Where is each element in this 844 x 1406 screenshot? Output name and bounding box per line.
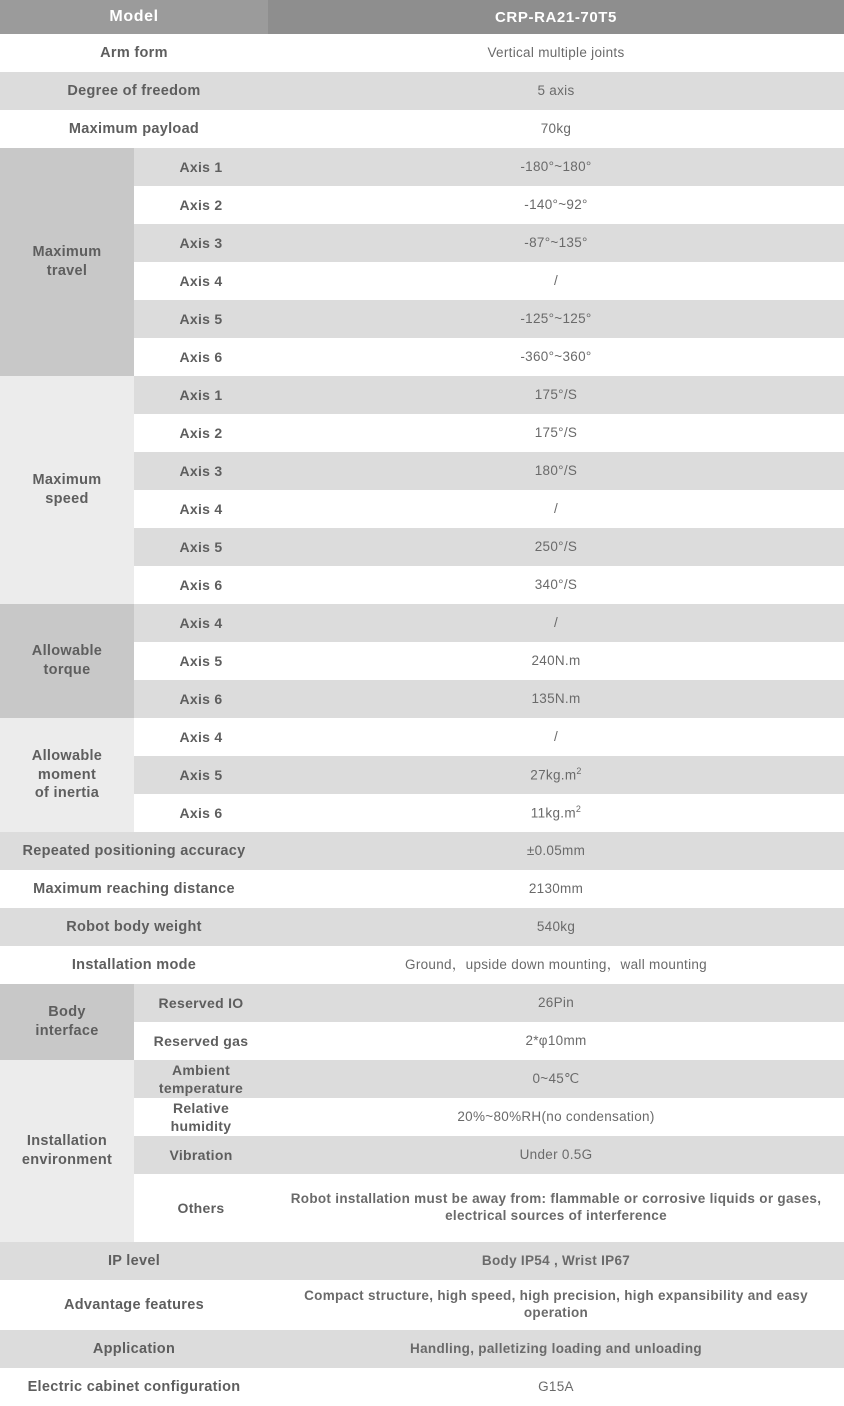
reach-value: 2130mm [268,870,844,908]
max-speed-axis-label: Axis 5 [134,528,268,566]
max-speed-axis-value: / [268,490,844,528]
arm-form-label: Arm form [0,34,268,72]
body-interface-item-value: 2*φ10mm [268,1022,844,1060]
payload-value: 70kg [268,110,844,148]
body-interface-item-value: 26Pin [268,984,844,1022]
application-label: Application [0,1330,268,1368]
dof-label: Degree of freedom [0,72,268,110]
allowable-inertia-axis-label: Axis 5 [134,756,268,794]
max-speed-axis-label: Axis 6 [134,566,268,604]
dof-value: 5 axis [268,72,844,110]
table-row [0,148,844,186]
table-row [0,1280,844,1330]
allowable-inertia-axis-value: $27kg.m^2$ [268,756,844,794]
table-row [0,1330,844,1368]
cabinet-value: G15A [268,1368,844,1406]
ip-level-label: IP level [0,1242,268,1280]
installation-environment-item-label: Vibration [134,1136,268,1174]
payload-label: Maximum payload [0,110,268,148]
installation-environment-item-value: 0~45℃ [268,1060,844,1098]
max-travel-axis-label: Axis 3 [134,224,268,262]
allowable-torque-axis-value: / [268,604,844,642]
table-row [0,984,844,1022]
max-travel-axis-value: -140°~92° [268,186,844,224]
weight-value: 540kg [268,908,844,946]
max-speed-axis-label: Axis 1 [134,376,268,414]
cabinet-label: Electric cabinet configuration [0,1368,268,1406]
table-header-row [0,0,844,34]
ip-level-value: Body IP54 , Wrist IP67 [268,1242,844,1280]
advantage-value: Compact structure, high speed, high precision, high expansibility and easy operation [268,1280,844,1330]
max-speed-axis-label: Axis 4 [134,490,268,528]
allowable-torque-axis-label: Axis 4 [134,604,268,642]
repeatability-value: ±0.05mm [268,832,844,870]
table-row [0,1242,844,1280]
max-travel-axis-label: Axis 5 [134,300,268,338]
body-interface-group-label: Body interface [0,984,134,1060]
max-speed-axis-label: Axis 3 [134,452,268,490]
allowable-inertia-group-label: Allowable moment of inertia [0,718,134,832]
table-row [0,110,844,148]
table-row [0,1368,844,1406]
table-row [0,376,844,414]
max-travel-axis-value: -87°~135° [268,224,844,262]
repeatability-label: Repeated positioning accuracy [0,832,268,870]
max-speed-axis-value: 175°/S [268,414,844,452]
max-travel-axis-value: -125°~125° [268,300,844,338]
installation-environment-item-label: Relative humidity [134,1098,268,1136]
advantage-label: Advantage features [0,1280,268,1330]
installation-mode-value: Ground，upside down mounting，wall mounting [268,946,844,984]
table-row [0,832,844,870]
allowable-inertia-axis-label: Axis 6 [134,794,268,832]
allowable-torque-axis-value: 135N.m [268,680,844,718]
max-travel-group-label: Maximum travel [0,148,134,376]
allowable-inertia-axis-value: $11kg.m^2$ [268,794,844,832]
installation-mode-label: Installation mode [0,946,268,984]
max-speed-axis-label: Axis 2 [134,414,268,452]
installation-environment-item-label: Ambient temperature [134,1060,268,1098]
installation-environment-item-label: Others [134,1174,268,1242]
max-speed-axis-value: 180°/S [268,452,844,490]
max-speed-axis-value: 250°/S [268,528,844,566]
table-row [0,718,844,756]
allowable-inertia-axis-value: / [268,718,844,756]
max-travel-axis-label: Axis 1 [134,148,268,186]
arm-form-value: Vertical multiple joints [268,34,844,72]
installation-environment-item-value: 20%~80%RH(no condensation) [268,1098,844,1136]
installation-environment-group-label: Installation environment [0,1060,134,1242]
weight-label: Robot body weight [0,908,268,946]
allowable-torque-axis-label: Axis 6 [134,680,268,718]
installation-environment-item-value: Under 0.5G [268,1136,844,1174]
max-travel-axis-label: Axis 4 [134,262,268,300]
max-speed-group-label: Maximum speed [0,376,134,604]
allowable-torque-axis-value: 240N.m [268,642,844,680]
table-row [0,1060,844,1098]
max-speed-axis-value: 175°/S [268,376,844,414]
reach-label: Maximum reaching distance [0,870,268,908]
allowable-inertia-axis-label: Axis 4 [134,718,268,756]
max-travel-axis-value: -360°~360° [268,338,844,376]
max-travel-axis-value: / [268,262,844,300]
installation-environment-item-value: Robot installation must be away from: flammable or corrosive liquids or gases, electrical sources of interference [268,1174,844,1242]
table-row [0,604,844,642]
application-value: Handling, palletizing loading and unloading [268,1330,844,1368]
allowable-torque-group-label: Allowable torque [0,604,134,718]
header-model-label: Model [0,0,268,34]
body-interface-item-label: Reserved IO [134,984,268,1022]
table-row [0,946,844,984]
max-speed-axis-value: 340°/S [268,566,844,604]
header-model-value: CRP-RA21-70T5 [268,0,844,34]
table-row [0,72,844,110]
table-row [0,34,844,72]
max-travel-axis-label: Axis 6 [134,338,268,376]
body-interface-item-label: Reserved gas [134,1022,268,1060]
allowable-torque-axis-label: Axis 5 [134,642,268,680]
table-row [0,870,844,908]
max-travel-axis-label: Axis 2 [134,186,268,224]
max-travel-axis-value: -180°~180° [268,148,844,186]
table-row [0,908,844,946]
